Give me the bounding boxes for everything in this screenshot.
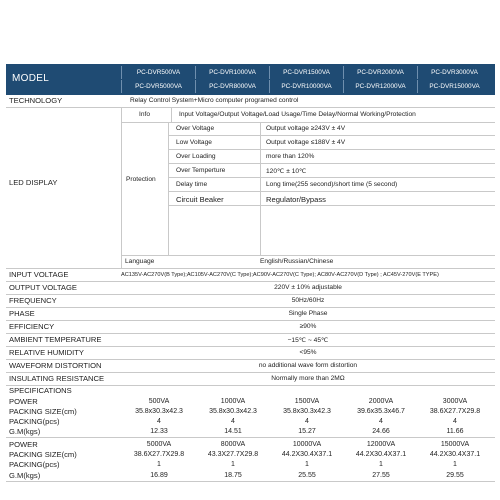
spec-value: −15℃ ~ 45℃ bbox=[287, 337, 329, 344]
table1-pcs-row bbox=[6, 417, 495, 426]
protection-row bbox=[168, 122, 495, 136]
protection-value: Output voltage ≤188V ± 4V bbox=[266, 139, 346, 146]
info-label: Info bbox=[139, 111, 150, 118]
spec-value: AC135V-AC270V(B Type);AC105V-AC270V(C Type);AC90V-AC270V(C Type); AC80V-AC270V(D Type) ; AC45V-270V(E TYPE) bbox=[121, 272, 439, 278]
technology-label: TECHNOLOGY bbox=[9, 96, 63, 105]
gm-value: 14.51 bbox=[224, 428, 242, 435]
power-label: POWER bbox=[9, 397, 38, 406]
table1-gm-row bbox=[6, 427, 495, 438]
packing-pcs-value: 4 bbox=[453, 418, 457, 425]
protection-value: more than 120% bbox=[266, 153, 315, 160]
technology-value: Relay Control System+Micro computer programed control bbox=[130, 97, 299, 104]
protection-row bbox=[168, 136, 495, 150]
packing-size-value: 35.8x30.3x42.3 bbox=[135, 408, 183, 415]
power-value: 500VA bbox=[148, 398, 170, 405]
spec-row bbox=[6, 347, 495, 360]
model-cell: PC-DVR8000VA bbox=[195, 80, 269, 93]
model-cell: PC-DVR1500VA bbox=[269, 66, 343, 79]
gm-value: 25.55 bbox=[298, 472, 316, 479]
info-value: Input Voltage/Output Voltage/Load Usage/Time Delay/Normal Working/Protection bbox=[179, 111, 416, 118]
packing-size-label: PACKING SIZE(cm) bbox=[9, 407, 77, 416]
gm-label: G.M(kgs) bbox=[9, 471, 41, 480]
model-cell: PC-DVR2000VA bbox=[343, 66, 417, 79]
model-cell: PC-DVR3000VA bbox=[417, 66, 491, 79]
packing-size-value: 44.2X30.4X37.1 bbox=[281, 451, 333, 458]
spec-row bbox=[6, 373, 495, 386]
language-label: Language bbox=[125, 258, 155, 265]
protection-value: Long time(255 second)/short time (5 second) bbox=[266, 181, 398, 188]
packing-size-value: 35.8x30.3x42.3 bbox=[209, 408, 257, 415]
spec-row bbox=[6, 334, 495, 347]
packing-size-value: 44.2X30.4X37.1 bbox=[429, 451, 481, 458]
packing-size-value: 39.6x35.3x46.7 bbox=[357, 408, 405, 415]
spec-value: Single Phase bbox=[288, 310, 328, 317]
protection-row bbox=[168, 178, 495, 192]
spec-label: INPUT VOLTAGE bbox=[9, 270, 69, 279]
table2-size-row bbox=[6, 450, 495, 459]
packing-pcs-value: 1 bbox=[453, 461, 457, 468]
gm-value: 15.27 bbox=[298, 428, 316, 435]
table2-pcs-row bbox=[6, 460, 495, 469]
gm-value: 29.55 bbox=[446, 472, 464, 479]
model-cell: PC-DVR5000VA bbox=[121, 80, 195, 93]
protection-name: Over Voltage bbox=[176, 125, 215, 132]
spec-row bbox=[6, 295, 495, 308]
power-value: 12000VA bbox=[366, 441, 396, 448]
spec-row bbox=[6, 308, 495, 321]
power-value: 15000VA bbox=[440, 441, 470, 448]
gm-value: 11.66 bbox=[446, 428, 464, 435]
packing-pcs-value: 4 bbox=[157, 418, 161, 425]
model-cell: PC-DVR15000VA bbox=[417, 80, 491, 93]
packing-pcs-value: 1 bbox=[379, 461, 383, 468]
packing-pcs-label: PACKING(pcs) bbox=[9, 417, 60, 426]
protection-label: Protection bbox=[126, 176, 156, 183]
protection-name: Over Temperture bbox=[176, 167, 226, 174]
spec-label: OUTPUT VOLTAGE bbox=[9, 283, 77, 292]
model-header bbox=[6, 64, 495, 95]
packing-size-label: PACKING SIZE(cm) bbox=[9, 450, 77, 459]
spec-value: <95% bbox=[299, 349, 317, 356]
power-value: 8000VA bbox=[220, 441, 246, 448]
led-display-block bbox=[6, 108, 495, 269]
protection-value: Output voltage ≥243V ± 4V bbox=[266, 125, 346, 132]
model-label: MODEL bbox=[12, 73, 50, 84]
packing-pcs-value: 1 bbox=[157, 461, 161, 468]
packing-size-value: 38.6X27.7X29.8 bbox=[429, 408, 481, 415]
packing-size-value: 38.6X27.7X29.8 bbox=[133, 451, 185, 458]
language-row bbox=[121, 255, 495, 268]
packing-size-value: 43.3X27.7X29.8 bbox=[207, 451, 259, 458]
gm-value: 24.66 bbox=[372, 428, 390, 435]
protection-value: 120℃ ± 10℃ bbox=[266, 168, 307, 175]
model-cell: PC-DVR12000VA bbox=[343, 80, 417, 93]
protection-row bbox=[168, 164, 495, 178]
spec-label: RELATIVE HUMIDITY bbox=[9, 348, 84, 357]
power-value: 3000VA bbox=[442, 398, 468, 405]
gm-value: 12.33 bbox=[150, 428, 168, 435]
protection-name: Low Voltage bbox=[176, 139, 212, 146]
spec-label: AMBIENT TEMPERATURE bbox=[9, 335, 102, 344]
spec-label: WAVEFORM DISTORTION bbox=[9, 361, 102, 370]
table1-size-row bbox=[6, 407, 495, 416]
packing-pcs-value: 1 bbox=[231, 461, 235, 468]
spec-row bbox=[6, 269, 495, 282]
gm-label: G.M(kgs) bbox=[9, 427, 41, 436]
protection-row bbox=[168, 150, 495, 164]
gm-value: 27.55 bbox=[372, 472, 390, 479]
spec-value: Normally more than 2MΩ bbox=[271, 375, 345, 382]
spec-value: 220V ± 10% adjustable bbox=[274, 284, 342, 291]
model-cell: PC-DVR1000VA bbox=[195, 66, 269, 79]
protection-name: Over Loading bbox=[176, 153, 216, 160]
power-value: 10000VA bbox=[292, 441, 322, 448]
spec-label: EFFICIENCY bbox=[9, 322, 55, 331]
led-display-label: LED DISPLAY bbox=[9, 178, 58, 187]
spec-value: ≥90% bbox=[299, 323, 317, 330]
packing-pcs-value: 1 bbox=[305, 461, 309, 468]
protection-row bbox=[168, 192, 495, 206]
technology-row bbox=[6, 95, 495, 108]
spec-label: PHASE bbox=[9, 309, 35, 318]
spec-label: INSULATING RESISTANCE bbox=[9, 374, 105, 383]
gm-value: 18.75 bbox=[224, 472, 242, 479]
spec-row bbox=[6, 282, 495, 295]
protection-value: Regulator/Bypass bbox=[266, 195, 326, 204]
specifications-row bbox=[6, 386, 495, 397]
power-label: POWER bbox=[9, 440, 38, 449]
table2-power-row bbox=[6, 440, 495, 449]
packing-size-value: 35.8x30.3x42.3 bbox=[283, 408, 331, 415]
spec-value: 50Hz/60Hz bbox=[291, 297, 325, 304]
table2-gm-row bbox=[6, 470, 495, 482]
packing-pcs-value: 4 bbox=[231, 418, 235, 425]
spec-value: no additional wave form distortion bbox=[258, 362, 358, 369]
spec-row bbox=[6, 360, 495, 373]
power-value: 5000VA bbox=[146, 441, 172, 448]
packing-pcs-label: PACKING(pcs) bbox=[9, 460, 60, 469]
protection-name: Circuit Beaker bbox=[176, 195, 224, 204]
spec-row bbox=[6, 321, 495, 334]
model-cell: PC-DVR10000VA bbox=[269, 80, 343, 93]
spec-label: FREQUENCY bbox=[9, 296, 57, 305]
power-value: 1500VA bbox=[294, 398, 320, 405]
packing-pcs-value: 4 bbox=[305, 418, 309, 425]
power-value: 2000VA bbox=[368, 398, 394, 405]
specifications-label: SPECIFICATIONS bbox=[9, 386, 72, 395]
packing-size-value: 44.2X30.4X37.1 bbox=[355, 451, 407, 458]
table1-power-row bbox=[6, 397, 495, 406]
packing-pcs-value: 4 bbox=[379, 418, 383, 425]
language-value: English/Russian/Chinese bbox=[260, 258, 334, 265]
protection-name: Delay time bbox=[176, 181, 208, 188]
gm-value: 16.89 bbox=[150, 472, 168, 479]
info-row bbox=[121, 108, 495, 123]
power-value: 1000VA bbox=[220, 398, 246, 405]
model-cell: PC-DVR500VA bbox=[121, 66, 195, 79]
